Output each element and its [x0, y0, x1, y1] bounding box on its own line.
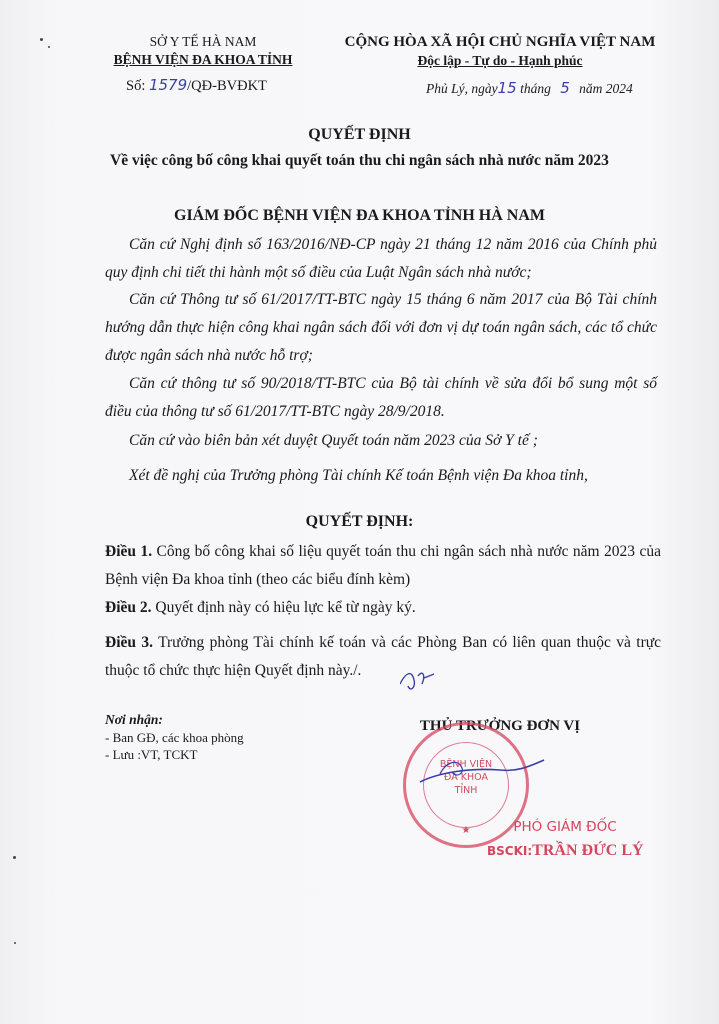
date-line: [426, 79, 633, 97]
handwritten-signature: [400, 662, 560, 832]
scan-speck: [13, 856, 16, 859]
decision-heading: QUYẾT ĐỊNH:: [305, 513, 414, 530]
preamble-paragraph: Xét đề nghị của Trưởng phòng Tài chính Kế toán Bệnh viện Đa khoa tỉnh,: [129, 467, 588, 484]
signer-position: PHÓ GIÁM ĐỐC: [513, 819, 617, 835]
date-place: Phủ Lý, ngày: [426, 81, 498, 96]
number-handwritten: 1579: [148, 76, 188, 94]
national-motto: Độc lập - Tự do - Hạnh phúc: [417, 53, 583, 68]
scan-speck: [40, 38, 43, 41]
org-parent: SỞ Y TẾ HÀ NAM: [149, 34, 257, 49]
signer-name-line: [487, 842, 644, 860]
preamble-paragraph: Căn cứ Thông tư số 61/2017/TT-BTC ngày 15 tháng 6 năm 2017 của Bộ Tài chính hướng dẫn thực hiện công khai ngân sách đối với đơn vị dự toán ngân sách, các tổ chức được ngân sách nhà nước hỗ trợ;: [105, 291, 657, 364]
signer-name-prefix: BSCKI:: [487, 844, 533, 858]
document-type: QUYẾT ĐỊNH: [308, 126, 411, 143]
article-1: [105, 538, 661, 594]
recipient-item: - Lưu :VT, TCKT: [105, 747, 198, 762]
stamp-text: BỆNH VIỆN: [439, 759, 493, 770]
document-number: [126, 76, 267, 95]
article-text: Công bố công khai số liệu quyết toán thu chi ngân sách nhà nước năm 2023 của Bệnh viện Đa khoa tỉnh (theo các biểu đính kèm): [105, 543, 661, 588]
article-label: Điều 2.: [105, 599, 152, 616]
number-suffix: /QĐ-BVĐKT: [187, 78, 267, 94]
issuing-authority: GIÁM ĐỐC BỆNH VIỆN ĐA KHOA TỈNH HÀ NAM: [174, 207, 545, 224]
date-month-label: tháng: [520, 81, 551, 96]
preamble-paragraph: Căn cứ Nghị định số 163/2016/NĐ-CP ngày 21 tháng 12 năm 2016 của Chính phủ quy định chi tiết thi hành một số điều của Luật Ngân sách nhà nước;: [105, 236, 657, 281]
recipients-heading: Nơi nhận:: [105, 712, 163, 727]
stamp-text: ĐA KHOA: [444, 772, 488, 783]
preamble-paragraph: Căn cứ thông tư số 90/2018/TT-BTC của Bộ tài chính về sửa đổi bổ sung một số điều của thông tư số 61/2017/TT-BTC ngày 28/9/2018.: [105, 375, 657, 420]
scan-speck: [48, 46, 50, 48]
date-day: 15: [497, 79, 517, 97]
signature-heading: THỦ TRƯỞNG ĐƠN VỊ: [419, 718, 581, 734]
star-icon: ★: [461, 825, 471, 836]
scan-speck: [14, 942, 16, 944]
signer-name: TRẦN ĐỨC LÝ: [532, 842, 644, 859]
date-year: năm 2024: [579, 81, 633, 96]
recipient-item: - Ban GĐ, các khoa phòng: [105, 730, 244, 745]
article-3: [105, 629, 661, 685]
article-text: Quyết định này có hiệu lực kể từ ngày ký.: [155, 599, 416, 616]
article-text: Trưởng phòng Tài chính kế toán và các Phòng Ban có liên quan thuộc và trực thuộc tổ chức thực hiện Quyết định này./.: [105, 634, 662, 679]
number-prefix: Số:: [126, 78, 146, 94]
article-label: Điều 3.: [105, 634, 153, 651]
preamble-paragraph: Căn cứ vào biên bản xét duyệt Quyết toán năm 2023 của Sở Y tế ;: [129, 432, 538, 449]
date-month: 5: [560, 79, 570, 97]
article-2: [105, 594, 661, 622]
stamp-text: TỈNH: [454, 785, 478, 796]
document-subject: Về việc công bố công khai quyết toán thu chi ngân sách nhà nước năm 2023: [110, 152, 609, 169]
nation-title: CỘNG HÒA XÃ HỘI CHỦ NGHĨA VIỆT NAM: [344, 34, 656, 50]
article-label: Điều 1.: [105, 543, 153, 560]
org-name: BỆNH VIỆN ĐA KHOA TỈNH: [113, 52, 293, 67]
